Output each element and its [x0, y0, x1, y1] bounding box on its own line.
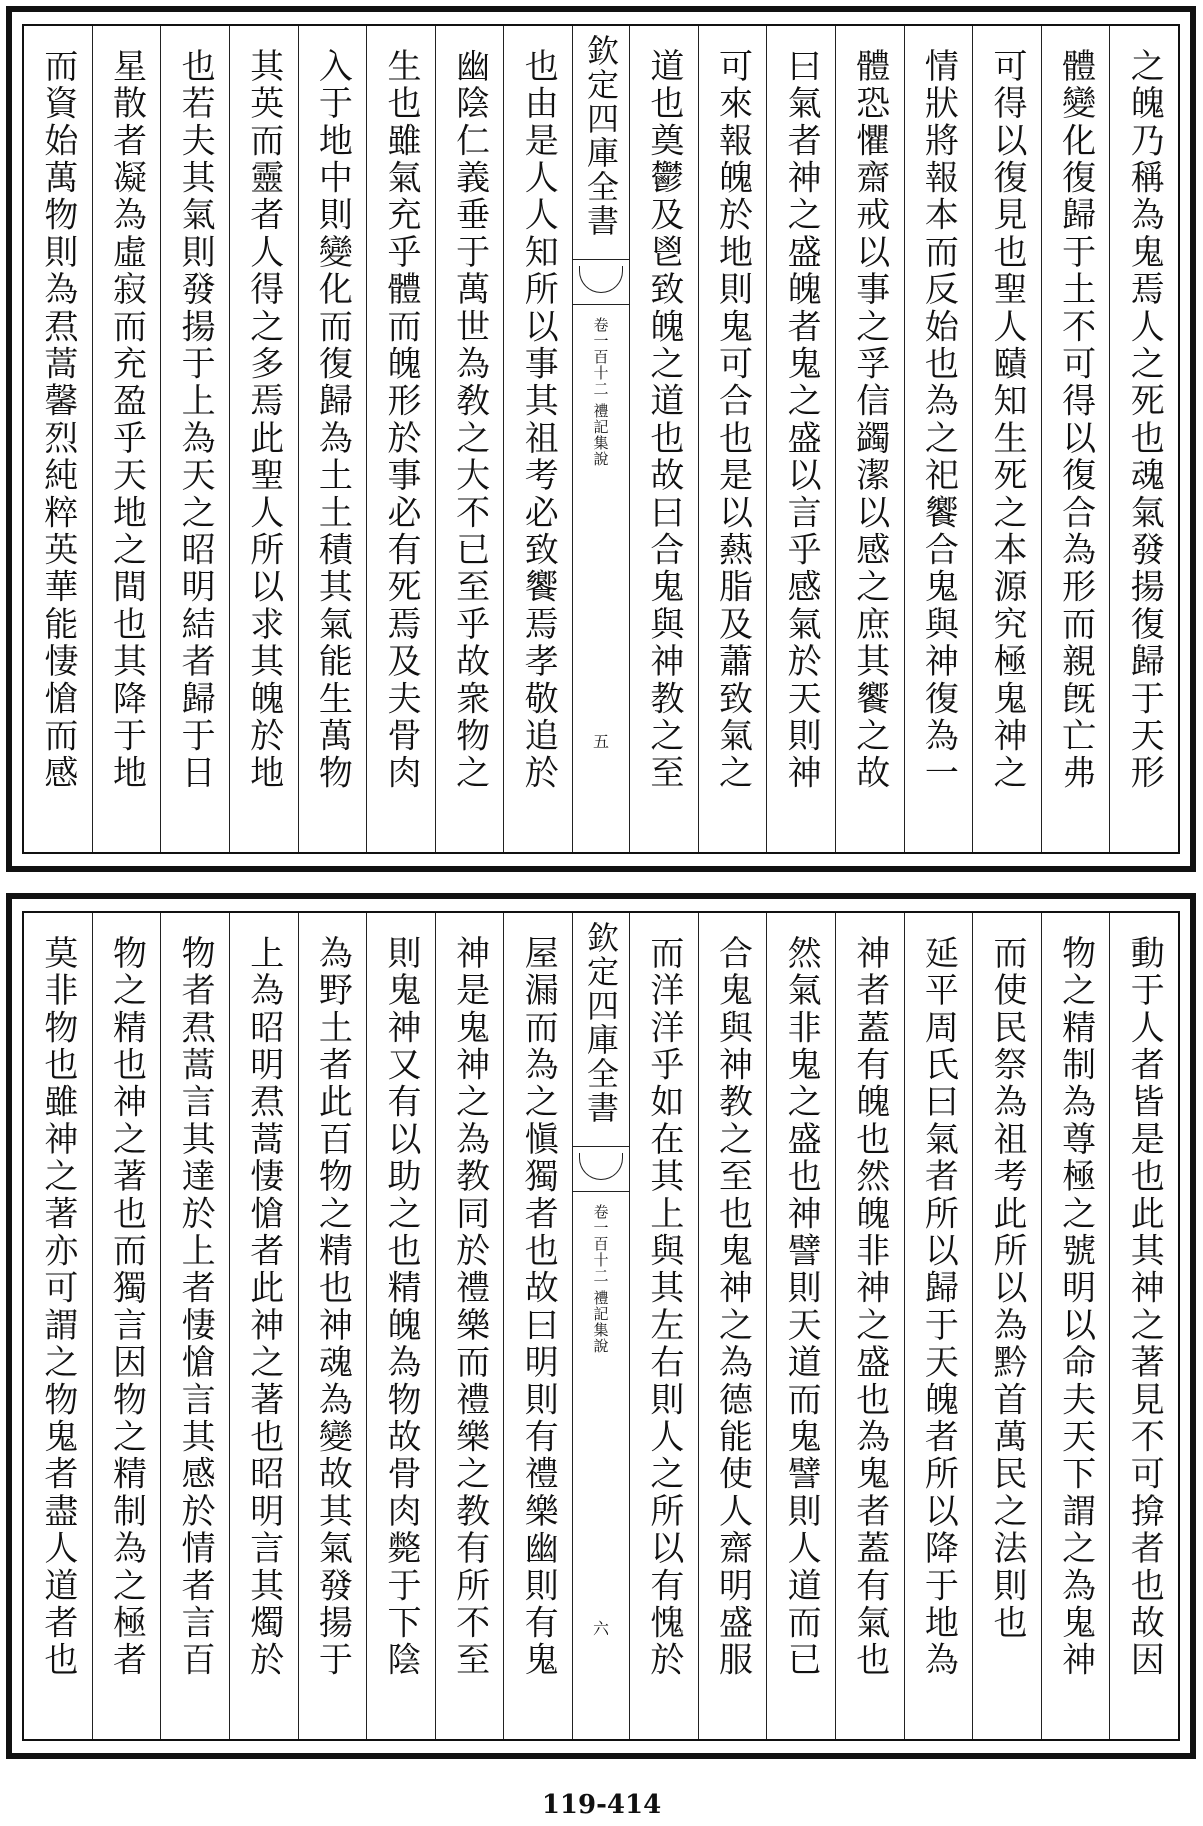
text-column: [1041, 26, 1110, 852]
column-text: 可來報魄於地則鬼可合也是以爇脂及蕭致氣之: [712, 48, 753, 792]
column-text: 可得以復見也聖人賾知生死之本源究極鬼神之: [986, 48, 1027, 792]
column-text: 也由是人人知所以事其祖考必致饗焉孝敬追於: [518, 48, 559, 792]
column-text: 也若夫其氣則發揚于上為天之昭明結者歸于日: [175, 48, 216, 792]
book-title: 禮記集說: [591, 403, 610, 467]
book-title: 禮記集說: [591, 1290, 610, 1354]
column-text: 情狀將報本而反始也為之祀饗合鬼與神復為一: [918, 48, 959, 792]
text-column: [629, 913, 698, 1739]
book-info: [591, 1204, 612, 1354]
text-column: [229, 913, 298, 1739]
volume-label: 卷一百十二: [591, 317, 610, 397]
column-text: 上為昭明焄蒿悽愴者此神之著也昭明言其燭於: [243, 935, 284, 1679]
text-column: [904, 913, 973, 1739]
text-column: [92, 26, 161, 852]
text-column: [298, 26, 367, 852]
text-column: [92, 913, 161, 1739]
catalog-page-number: 119-414: [541, 1790, 662, 1820]
text-column: [160, 26, 229, 852]
text-frame: [22, 911, 1180, 1741]
text-column: [298, 913, 367, 1739]
page-number: 六: [592, 1619, 609, 1638]
text-column: [904, 26, 973, 852]
column-text: 入于地中則變化而復歸為土土積其氣能生萬物: [312, 48, 353, 792]
text-column: [766, 913, 835, 1739]
volume-label: 卷一百十二: [591, 1204, 610, 1284]
text-column: [698, 913, 767, 1739]
column-text: 之魄乃稱為鬼焉人之死也魂氣發揚復歸于天形: [1124, 48, 1165, 792]
text-column: [24, 26, 92, 852]
column-text: 動于人者皆是也此其神之著見不可揜者也故因: [1124, 935, 1165, 1679]
center-fold: [572, 26, 629, 852]
book-info: [591, 317, 612, 467]
text-column: [503, 26, 572, 852]
column-text: 體恐懼齋戒以事之孚信蠲潔以感之庶其饗之故: [849, 48, 890, 792]
text-column: [766, 26, 835, 852]
column-text: 道也奠鬱及鬯致魄之道也故曰合鬼與神教之至: [643, 48, 684, 792]
column-text: 屋漏而為之愼獨者也故曰明則有禮樂幽則有鬼: [518, 935, 559, 1679]
page-leaf-2: [6, 893, 1196, 1759]
text-column: [24, 913, 92, 1739]
column-text: 幽陰仁義垂于萬世為敎之大不已至乎故衆物之: [449, 48, 490, 792]
center-fold: [572, 913, 629, 1739]
column-text: 合鬼與神教之至也鬼神之為德能使人齋明盛服: [712, 935, 753, 1679]
column-text: 而資始萬物則為焄蒿馨烈純粹英華能悽愴而感: [37, 48, 78, 792]
column-text: 其英而靈者人得之多焉此聖人所以求其魄於地: [243, 48, 284, 792]
column-text: 星散者凝為虛寂而充盈乎天地之間也其降于地: [106, 48, 147, 792]
text-column: [366, 913, 435, 1739]
column-text: 莫非物也雖神之著亦可謂之物鬼者盡人道者也: [37, 935, 78, 1679]
text-column: [835, 913, 904, 1739]
column-text: 物之精也神之著也而獨言因物之精制為之極者: [106, 935, 147, 1679]
text-column: [972, 913, 1041, 1739]
text-column: [835, 26, 904, 852]
text-column: [1109, 913, 1178, 1739]
text-column: [503, 913, 572, 1739]
column-text: 則鬼神又有以助之也精魄為物故骨肉斃于下陰: [380, 935, 421, 1679]
column-text: 延平周氏曰氣者所以歸于天魄者所以降于地為: [918, 935, 959, 1679]
text-column: [229, 26, 298, 852]
collection-title: 欽定四庫全書: [582, 34, 620, 238]
column-text: 神者蓋有魄也然魄非神之盛也為鬼者蓋有氣也: [849, 935, 890, 1679]
collection-title: 欽定四庫全書: [582, 921, 620, 1125]
text-column: [972, 26, 1041, 852]
text-frame: [22, 24, 1180, 854]
fishtail-mark-icon: [573, 1146, 629, 1192]
text-column: [435, 913, 504, 1739]
column-text: 體變化復歸于土不可得以復合為形而親旣亡弗: [1055, 48, 1096, 792]
text-column: [698, 26, 767, 852]
column-text: 然氣非鬼之盛也神譬則天道而鬼譬則人道而已: [781, 935, 822, 1679]
column-text: 而使民祭為祖考此所以為黔首萬民之法則也: [986, 935, 1027, 1642]
text-column: [1109, 26, 1178, 852]
column-text: 而洋洋乎如在其上與其左右則人之所以有愧於: [643, 935, 684, 1679]
text-column: [629, 26, 698, 852]
text-column: [160, 913, 229, 1739]
text-column: [435, 26, 504, 852]
column-text: 物之精制為尊極之號明以命夫天下謂之為鬼神: [1055, 935, 1096, 1679]
fishtail-mark-icon: [573, 259, 629, 305]
column-text: 物者焄蒿言其達於上者悽愴言其感於情者言百: [175, 935, 216, 1679]
column-text: 曰氣者神之盛魄者鬼之盛以言乎感氣於天則神: [781, 48, 822, 792]
column-text: 生也雖氣充乎體而魄形於事必有死焉及夫骨肉: [380, 48, 421, 792]
page-leaf-1: [6, 6, 1196, 872]
column-text: 神是鬼神之為教同於禮樂而禮樂之教有所不至: [449, 935, 490, 1679]
page-number: 五: [592, 732, 609, 751]
text-column: [366, 26, 435, 852]
column-text: 為野土者此百物之精也神魂為變故其氣發揚于: [312, 935, 353, 1679]
text-column: [1041, 913, 1110, 1739]
